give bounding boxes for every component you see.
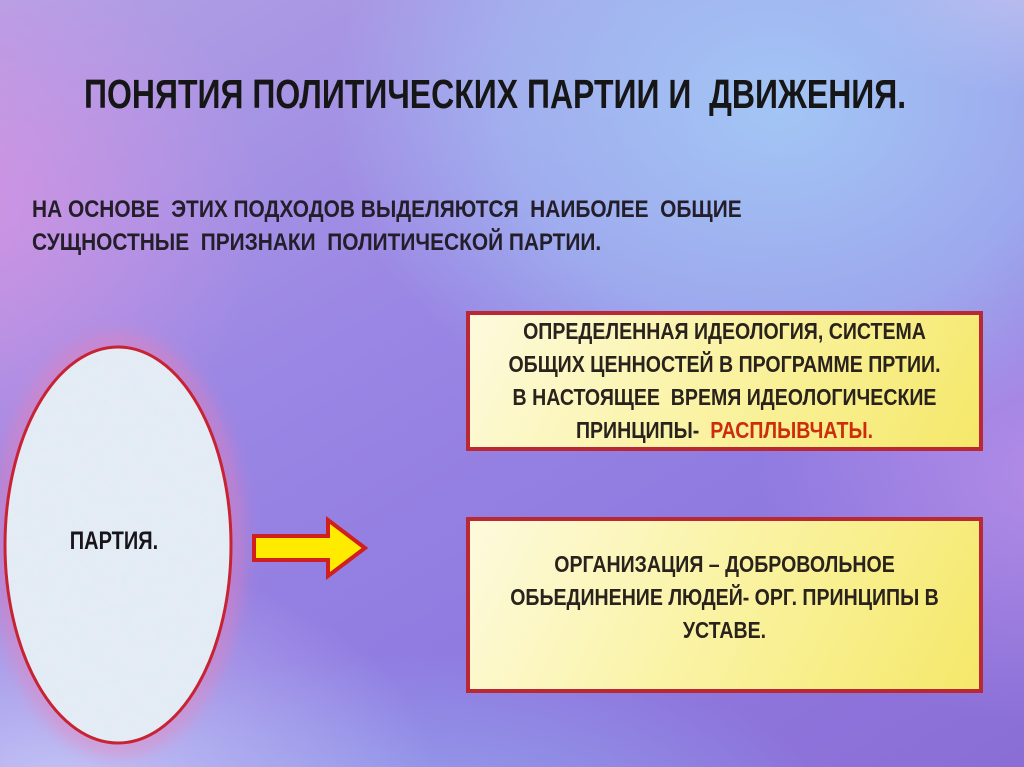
party-ellipse-label: ПАРТИЯ. — [69, 527, 159, 555]
organization-line-3: УСТАВЕ. — [682, 616, 767, 643]
ideology-line-4 — [508, 414, 941, 447]
ideology-line-3: В НАСТОЯЩЕЕ ВРЕМЯ ИДЕОЛОГИЧЕСКИЕ — [512, 384, 937, 410]
intro-line-2: СУЩНОСТНЫЕ ПРИЗНАКИ ПОЛИТИЧЕСКОЙ ПАРТИИ. — [32, 229, 602, 256]
organization-line-2: ОБЬЕДИНЕНИЕ ЛЮДЕЙ- ОРГ. ПРИНЦИПЫ В — [510, 583, 939, 610]
ideology-highlight: РАСПЛЫВЧАТЫ. — [710, 417, 874, 443]
organization-line-1: ОРГАНИЗАЦИЯ – ДОБРОВОЛЬНОЕ — [554, 550, 895, 577]
ideology-line-4-prefix: ПРИНЦИПЫ- — [575, 417, 700, 443]
ideology-line-1: ОПРЕДЕЛЕННАЯ ИДЕОЛОГИЯ, СИСТЕМА — [523, 318, 926, 344]
intro-text — [32, 193, 742, 259]
ideology-line-2: ОБЩИХ ЦЕННОСТЕЙ В ПРОГРАММЕ ПРТИИ. — [508, 351, 941, 377]
slide-title: ПОНЯТИЯ ПОЛИТИЧЕСКИХ ПАРТИИ И ДВИЖЕНИЯ. — [84, 71, 907, 117]
feature-box-organization — [466, 517, 983, 693]
intro-line-1: НА ОСНОВЕ ЭТИХ ПОДХОДОВ ВЫДЕЛЯЮТСЯ НАИБОЛЕЕ ОБЩИЕ — [32, 196, 742, 223]
right-arrow-icon — [251, 516, 371, 580]
feature-box-ideology — [466, 311, 983, 451]
